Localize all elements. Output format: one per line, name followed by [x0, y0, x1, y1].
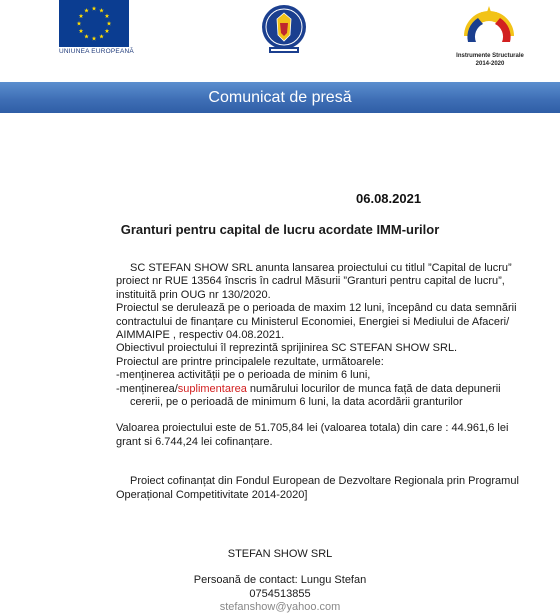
is-caption-years: 2014-2020: [475, 61, 505, 67]
red-line-prefix: -menținerea/: [116, 382, 178, 395]
body-line: Proiectul se derulează pe o perioada de maxim 12 luni, începând cu data semnării: [116, 302, 517, 315]
body-line: instituită prin OUG nr 130/2020.: [116, 288, 271, 301]
body-line: Proiectul are printre principalele rezultate, următoarele:: [116, 355, 384, 368]
instrumente-structurale-logo-icon: [458, 2, 520, 54]
red-line-suffix: numărului locurilor de munca față de data depunerii: [246, 382, 501, 395]
body-line: SC STEFAN SHOW SRL anunta lansarea proiectului cu titlul ”Capital de lucru”: [130, 262, 512, 274]
body-line: -menținerea activității pe o perioada de minim 6 luni,: [116, 369, 371, 382]
cofinancing-line: Proiect cofinanțat din Fondul European de Dezvoltare Regionala prin Programul: [130, 475, 519, 488]
cofinancing-line: Operațional Competitivitate 2014-2020]: [116, 488, 308, 501]
body-line-highlight: [116, 382, 501, 396]
header-logos: [0, 0, 560, 82]
document-date: 06.08.2021: [356, 191, 422, 206]
contact-email[interactable]: stefanshow@yahoo.com: [219, 601, 341, 614]
government-seal-icon: [261, 3, 307, 55]
contact-phone: 0754513855: [249, 587, 311, 600]
eu-flag-icon: [59, 0, 129, 47]
contact-person: Persoană de contact: Lungu Stefan: [193, 574, 367, 587]
body-line: proiect nr RUE 13564 înscris în cadrul Măsurii ”Granturi pentru capital de lucru”,: [116, 275, 505, 288]
body-line: cererii, pe o perioadă de minimum 6 luni, la data acordării granturilor: [130, 396, 463, 409]
document-body: [116, 262, 519, 502]
body-line: AIMMAIPE , respectiv 04.08.2021.: [116, 329, 285, 342]
document-footer: [0, 548, 560, 615]
document-headline: Granturi pentru capital de lucru acordate IMM-urilor: [120, 222, 440, 237]
value-line: Valoarea proiectului este de 51.705,84 lei (valoarea totala) din care : 44.961,6 lei: [116, 422, 509, 435]
body-line: contractului de finanțare cu Ministerul Economiei, Energiei si Mediului de Afaceri/: [116, 315, 510, 328]
press-release-banner: [0, 82, 560, 113]
banner-title: Comunicat de presă: [208, 89, 352, 106]
highlighted-word: suplimentarea: [177, 382, 247, 395]
is-caption-line: Instrumente Structurale: [456, 53, 524, 59]
body-line: Obiectivul proiectului îl reprezintă sprijinirea SC STEFAN SHOW SRL.: [116, 342, 458, 355]
value-line: grant si 6.744,24 lei cofinanțare.: [116, 435, 273, 448]
company-name: STEFAN SHOW SRL: [227, 548, 333, 560]
eu-caption: UNIUNEA EUROPEANĂ: [59, 48, 134, 55]
instrumente-structurale-caption: [444, 52, 536, 68]
